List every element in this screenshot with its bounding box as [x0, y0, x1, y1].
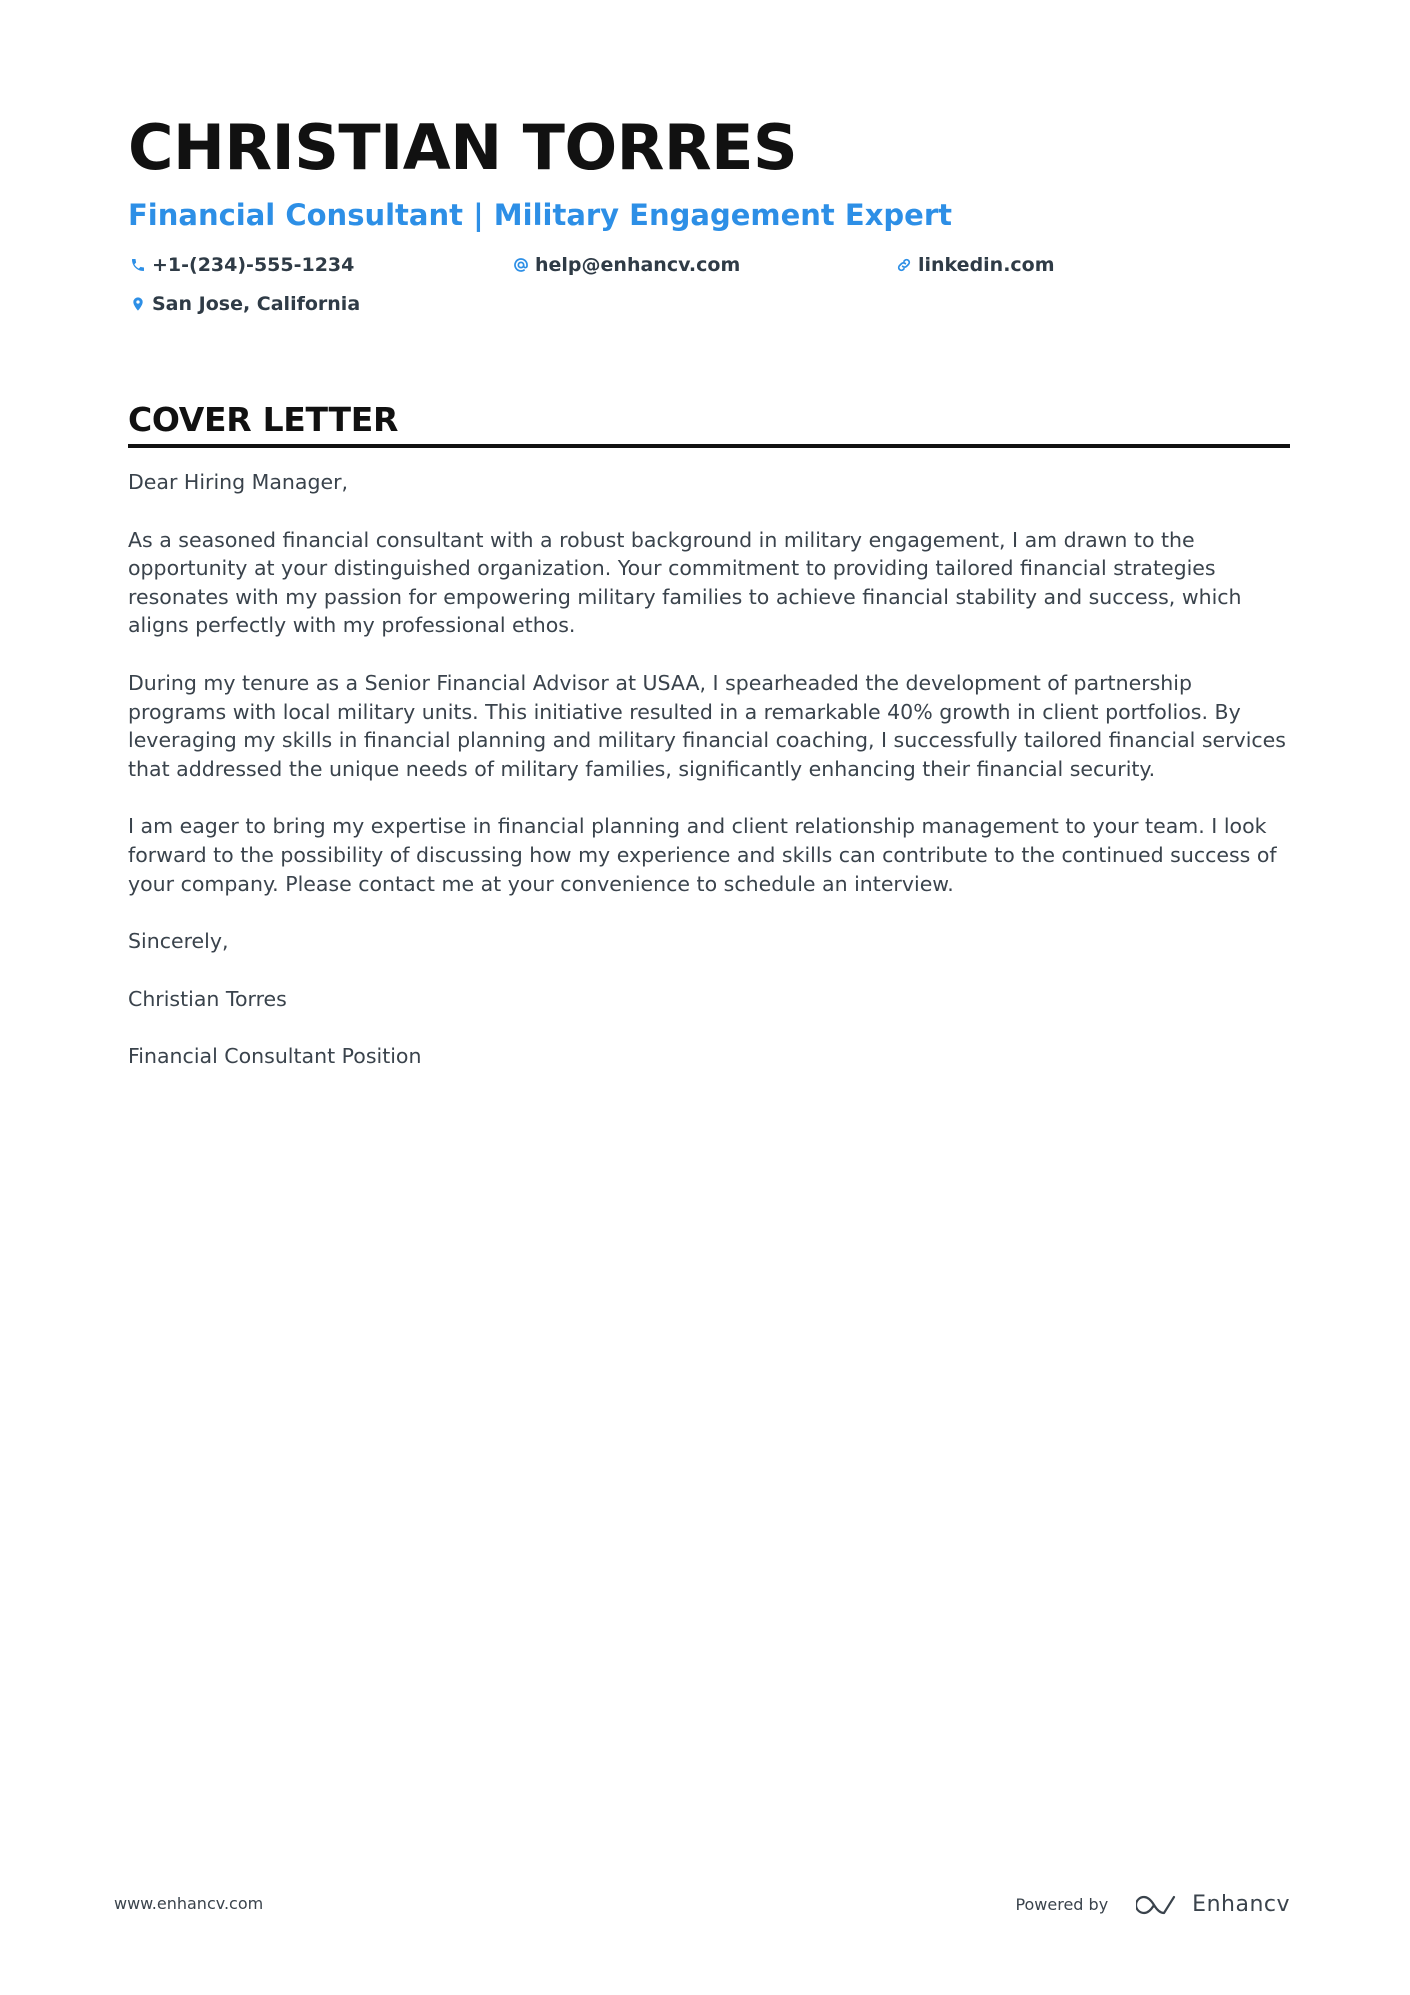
at-icon	[511, 255, 531, 275]
section-divider	[128, 444, 1290, 448]
email-text[interactable]: help@enhancv.com	[535, 253, 741, 276]
cover-letter-page	[128, 108, 1290, 1100]
brand-name: Enhancv	[1192, 1892, 1290, 1917]
paragraph: I am eager to bring my expertise in financial planning and client relationship management to your team. I look forward to the possibility of discussing how my experience and skills can contribute to the continued success of your company. Please contact me at your convenience to schedule an interview.	[128, 814, 1277, 896]
footer-branding	[1015, 1892, 1290, 1917]
salutation: Dear Hiring Manager,	[128, 470, 349, 494]
contact-phone	[128, 250, 511, 279]
section-title: COVER LETTER	[128, 400, 399, 439]
contact-location	[128, 289, 511, 318]
enhancv-logo-icon	[1136, 1893, 1182, 1917]
footer-website[interactable]: www.enhancv.com	[114, 1894, 264, 1913]
powered-by-label: Powered by	[1015, 1895, 1109, 1914]
paragraph: As a seasoned financial consultant with a robust background in military engagement, I am drawn to the opportunity at your distinguished organization. Your commitment to providing tailored financial strategies resonates with my passion for empowering military families to achieve financial stability and success, which aligns perfectly with my professional ethos.	[128, 527, 1242, 638]
letter-body	[128, 468, 1290, 1071]
signature: Christian Torres	[128, 986, 287, 1011]
brand-logo[interactable]	[1136, 1892, 1290, 1917]
website-text[interactable]: linkedin.com	[918, 253, 1055, 276]
contact-info	[128, 250, 1290, 318]
location-pin-icon	[128, 294, 148, 314]
contact-website	[894, 250, 1277, 279]
phone-text[interactable]: +1-(234)-555-1234	[152, 253, 355, 276]
link-icon	[894, 255, 914, 275]
applicant-title: Financial Consultant | Military Engagement Expert	[128, 198, 952, 232]
phone-icon	[128, 255, 148, 275]
closing: Sincerely,	[128, 929, 229, 954]
position-line: Financial Consultant Position	[128, 1044, 422, 1069]
location-text: San Jose, California	[152, 292, 361, 315]
paragraph: During my tenure as a Senior Financial Advisor at USAA, I spearheaded the development of partnership programs with local military units. This initiative resulted in a remarkable 40% growth in client portfolios. By leveraging my skills in financial planning and military financial coaching, I successfully tailored financial services that addressed the unique needs of military families, significantly enhancing their financial security.	[128, 670, 1286, 781]
applicant-name: CHRISTIAN TORRES	[128, 111, 798, 184]
contact-email	[511, 250, 894, 279]
